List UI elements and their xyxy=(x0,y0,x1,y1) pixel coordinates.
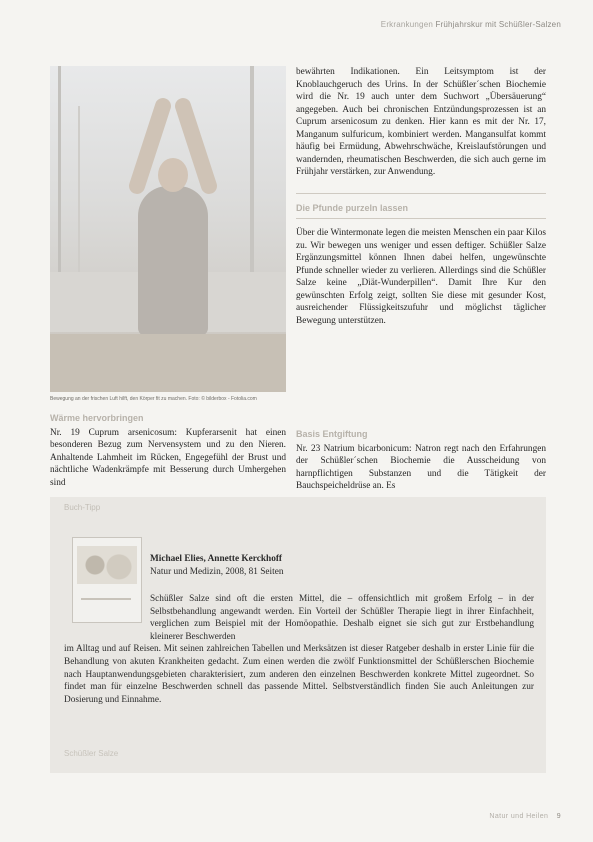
book-description-lead: Schüßler Salze sind oft die ersten Mittel, die – offensichtlich mit großem Erfolg – in der Selbstbehandlung angewandt werden. Ein Vorteil der Schüßler Therapie liegt in ihrer Einfachheit, verglichen zum Beispiel mit der Homöopathie. Deshalb eignet sie sich gut zur Erstbehandlung kleinerer Beschwerden xyxy=(150,594,534,642)
page-footer xyxy=(489,813,561,820)
book-description-rest: im Alltag und auf Reisen. Mit seinen zahlreichen Tabellen und Merksätzen ist dieser Ratgeber deshalb in erster Linie für die Behandlung von akuten Krankheiten gedacht. Zum einen werden die zwölf Funktionsmittel der Schüßlerschen Biochemie nach Hauptanwendungsgebieten charakterisiert, zum anderen den einzelnen Beschwerden konkrete Mittel zugeordnet. So findet man für einzelne Beschwerden schnell das passende Mittel. Selbstverständlich finden Sie auch Anleitungen zur Dosierung und Einnahme. xyxy=(64,644,534,705)
photo-caption: Bewegung an der frischen Luft hilft, den Körper fit zu machen. Foto: © bilderbox - Fotolia.com xyxy=(50,396,257,402)
column-right-bottom xyxy=(296,428,546,493)
column-right-top xyxy=(296,66,546,327)
running-head-section: Erkrankungen xyxy=(380,20,433,29)
magazine-name: Natur und Heilen xyxy=(489,813,549,820)
subheading: Wärme hervorbringen xyxy=(50,413,144,423)
book-tip-box xyxy=(50,497,546,773)
paragraph: bewährten Indikationen. Ein Leitsymptom ist der Knoblauchgeruch des Urins. In der Schüßler´schen Biochemie wird die Nr. 19 auch unter dem Suchwort „Übersäuerung“ angegeben. Auch bei chronischen Entzündungsprozessen ist an Cuprum arsenicosum zu denken. Hier kann es mit der Nr. 17, Manganum sulfuricum, kombiniert werden. Mangansulfat kommt häufig bei Ermüdung, Abwehrschwäche, Kreislaufstörungen und wandernden, rheumatischen Beschwerden, die sich auch gerne im Frühjahr verstärken, zur Anwendung. xyxy=(296,67,546,177)
book-box-footer: Schüßler Salze xyxy=(64,749,119,758)
book-authors: Michael Elies, Annette Kerckhoff xyxy=(150,554,283,564)
subheading: Basis Entgiftung xyxy=(296,429,368,439)
article-photo xyxy=(50,66,286,392)
running-head-title: Frühjahrskur mit Schüßler-Salzen xyxy=(435,20,561,29)
running-head xyxy=(381,20,561,29)
column-left-bottom xyxy=(50,412,286,489)
book-info xyxy=(150,553,284,578)
book-box-header: Buch-Tipp xyxy=(64,503,101,512)
book-description xyxy=(64,593,534,706)
paragraph: Nr. 19 Cuprum arsenicosum: Kupferarsenit hat einen besonderen Bezug zum Nervensystem und zu den Nieren. Anhaltende Lahmheit im Rücken, Engegefühl der Brust und nächtliche Wadenkrämpfe mit Besserung durch Umhergehen sind xyxy=(50,427,286,488)
page-number: 9 xyxy=(556,813,561,820)
subheading: Die Pfunde purzeln lassen xyxy=(296,202,409,213)
paragraph: Über die Wintermonate legen die meisten Menschen ein paar Kilos zu. Wir bewegen uns weniger und essen deftiger. Schüßler Salze Ergänzungsmittel können Ihnen dabei helfen, ungewünschte Pfunde schneller wieder zu verlieren. Allerdings sind die Schüßler Salze keine „Diät-Wunderpillen“. Damit Ihre Kur den gewünschten Erfolg zeigt, sollten Sie diese mit gesunder Kost, ausreichender Flüssigkeitszufuhr und möglichst täglicher Bewegung unterstützen. xyxy=(296,228,546,326)
book-publisher: Natur und Medizin, 2008, 81 Seiten xyxy=(150,566,284,577)
paragraph: Nr. 23 Natrium bicarbonicum: Natron regt nach den Erfahrungen der Schüßler´schen Biochemie die Ausscheidung von harnpflichtigen Substanzen und die Tätigkeit der Bauchspeicheldrüse an. Es xyxy=(296,443,546,491)
